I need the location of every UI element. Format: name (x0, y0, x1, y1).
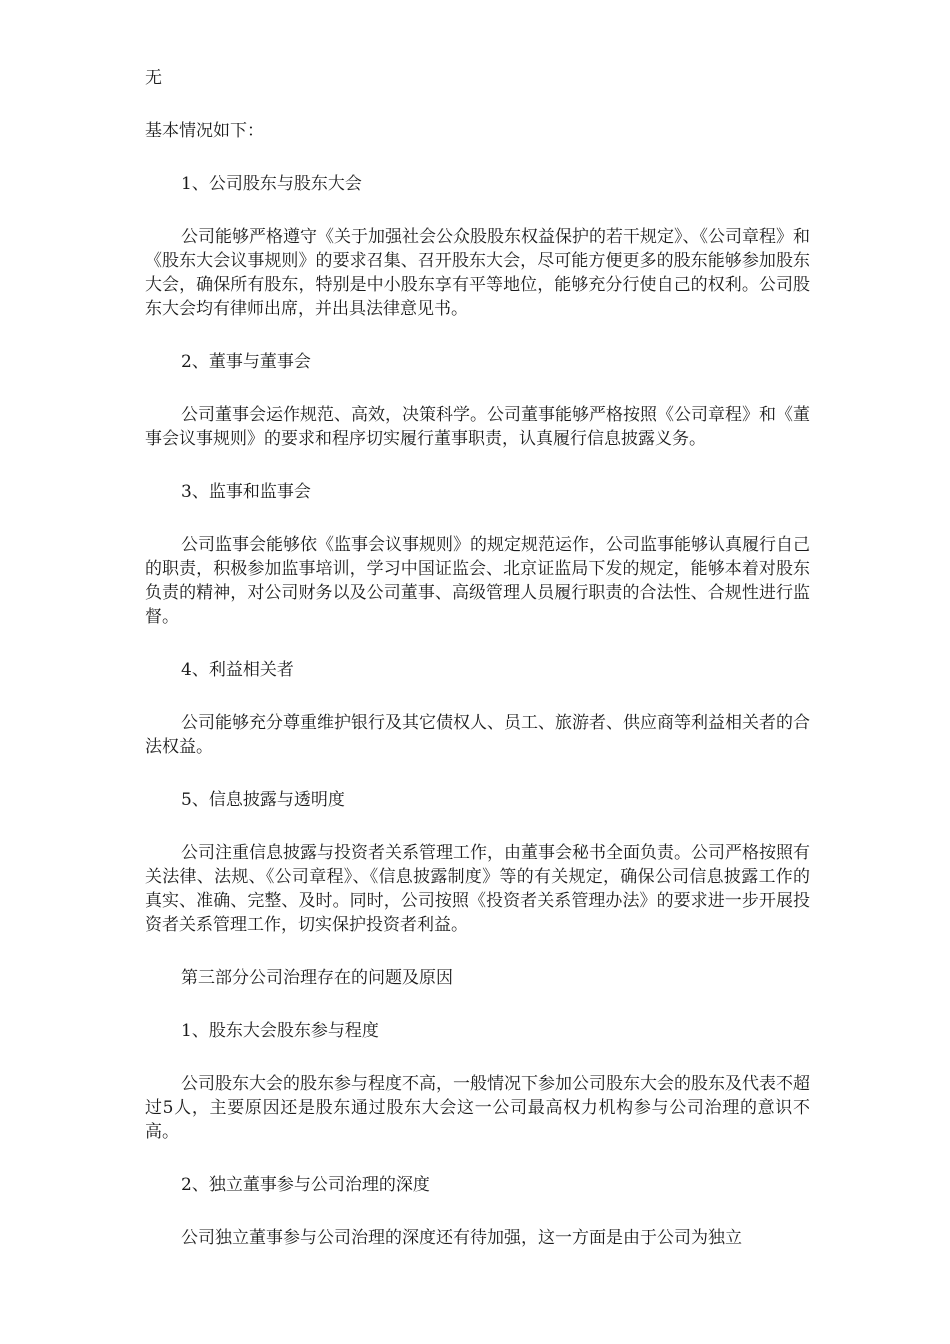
section-5-body: 公司注重信息披露与投资者关系管理工作，由董事会秘书全面负责。公司严格按照有关法律、法规、《公司章程》、《信息披露制度》等的有关规定，确保公司信息披露工作的真实、准确、完整、及时。同时，公司按照《投资者关系管理办法》的要求进一步开展投资者关系管理工作，切实保护投资者利益。 (145, 843, 810, 935)
section-3-heading: 3、监事和监事会 (181, 482, 311, 502)
problem-2-body: 公司独立董事参与公司治理的深度还有待加强，这一方面是由于公司为独立 (181, 1228, 742, 1248)
section-1-body: 公司能够严格遵守《关于加强社会公众股股东权益保护的若干规定》、《公司章程》和《股东大会议事规则》的要求召集、召开股东大会，尽可能方便更多的股东能够参加股东大会，确保所有股东，特别是中小股东享有平等地位，能够充分行使自己的权利。公司股东大会均有律师出席，并出具法律意见书。 (145, 227, 810, 319)
section-4-heading: 4、利益相关者 (181, 660, 294, 680)
section-3-body: 公司监事会能够依《监事会议事规则》的规定规范运作，公司监事能够认真履行自己的职责，积极参加监事培训，学习中国证监会、北京证监局下发的规定，能够本着对股东负责的精神，对公司财务以及公司董事、高级管理人员履行职责的合法性、合规性进行监督。 (145, 535, 810, 627)
document-page (145, 66, 810, 1250)
problem-1-body: 公司股东大会的股东参与程度不高，一般情况下参加公司股东大会的股东及代表不超过5人，主要原因还是股东通过股东大会这一公司最高权力机构参与公司治理的意识不高。 (145, 1074, 810, 1142)
problem-2-heading: 2、独立董事参与公司治理的深度 (181, 1175, 430, 1195)
section-2-heading: 2、董事与董事会 (181, 352, 311, 372)
section-4-body: 公司能够充分尊重维护银行及其它债权人、员工、旅游者、供应商等利益相关者的合法权益。 (145, 713, 810, 757)
part-3-heading: 第三部分公司治理存在的问题及原因 (181, 968, 453, 988)
section-1-heading: 1、公司股东与股东大会 (181, 174, 362, 194)
top-note: 无 (145, 68, 162, 88)
problem-1-heading: 1、股东大会股东参与程度 (181, 1021, 379, 1041)
section-2-body: 公司董事会运作规范、高效，决策科学。公司董事能够严格按照《公司章程》和《董事会议事规则》的要求和程序切实履行董事职责，认真履行信息披露义务。 (145, 405, 810, 449)
intro-text: 基本情况如下： (145, 121, 264, 141)
section-5-heading: 5、信息披露与透明度 (181, 790, 345, 810)
